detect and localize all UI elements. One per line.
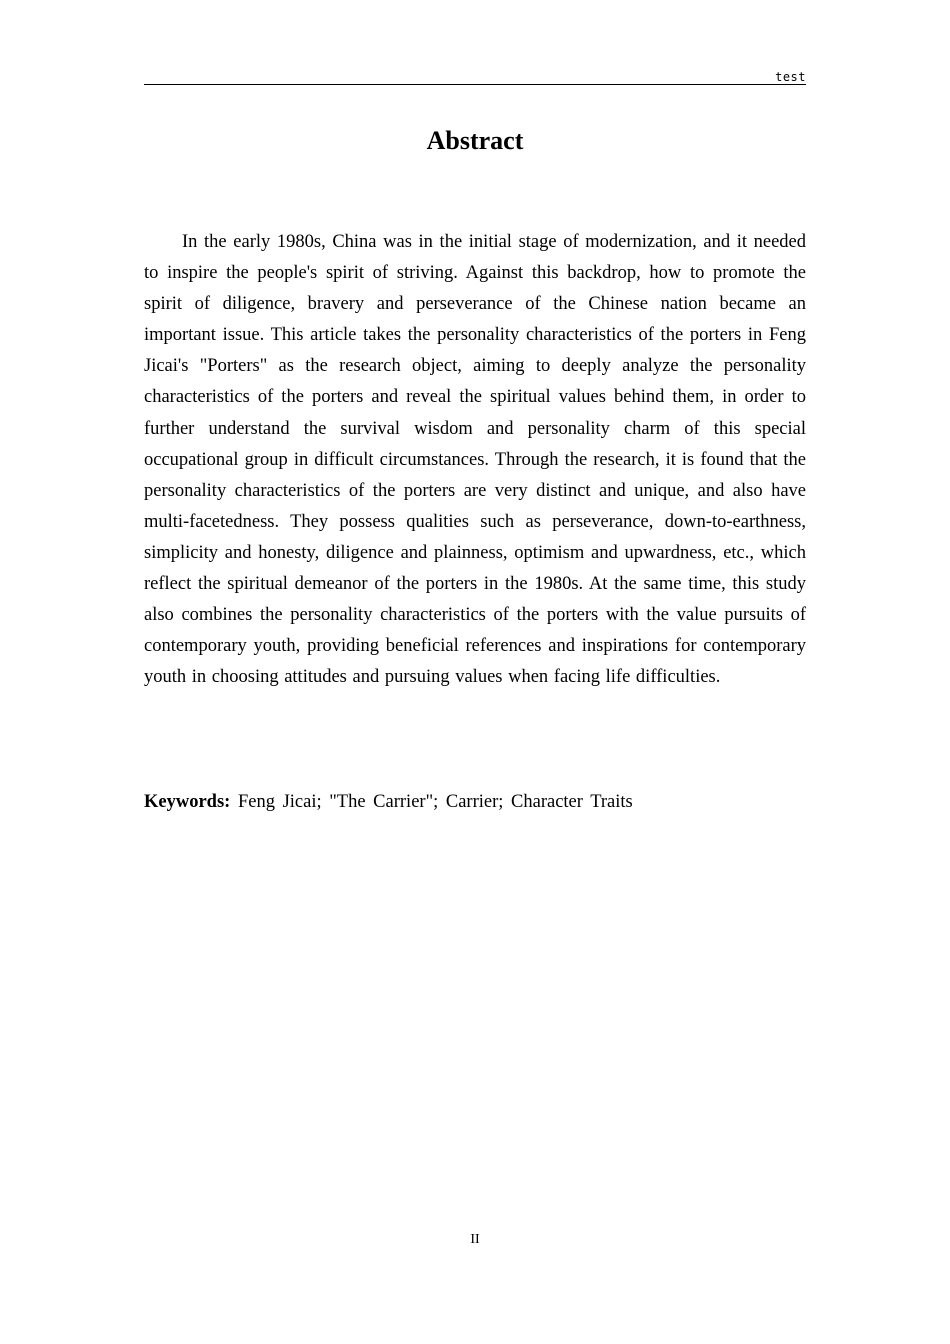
header-divider: [144, 84, 806, 85]
running-header: test: [775, 70, 806, 84]
page-number: II: [470, 1232, 480, 1247]
keywords-label: Keywords:: [144, 792, 231, 812]
abstract-body: In the early 1980s, China was in the initial stage of modernization, and it needed to inspire the people's spirit of striving. Against this backdrop, how to promote the spirit of diligence, bravery and perseverance of the Chinese nation became an important issue. This article takes the personality characteristics of the porters in Feng Jicai's "Porters" as the research object, aiming to deeply analyze the personality characteristics of the porters and reveal the spiritual values behind them, in order to further understand the survival wisdom and personality charm of this special occupational group in difficult circumstances. Through the research, it is found that the personality characteristics of the porters are very distinct and unique, and also have multi-facetedness. They possess qualities such as perseverance, down-to-earthness, simplicity and honesty, diligence and plainness, optimism and upwardness, etc., which reflect the spiritual demeanor of the porters in the 1980s. At the same time, this study also combines the personality characteristics of the porters with the value pursuits of contemporary youth, providing beneficial references and inspirations for contemporary youth in choosing attitudes and pursuing values when facing life difficulties.: [144, 232, 806, 688]
abstract-title: Abstract: [426, 126, 524, 155]
keywords-line: [144, 787, 806, 818]
keywords-text: Feng Jicai; "The Carrier"; Carrier; Character Traits: [237, 792, 633, 812]
